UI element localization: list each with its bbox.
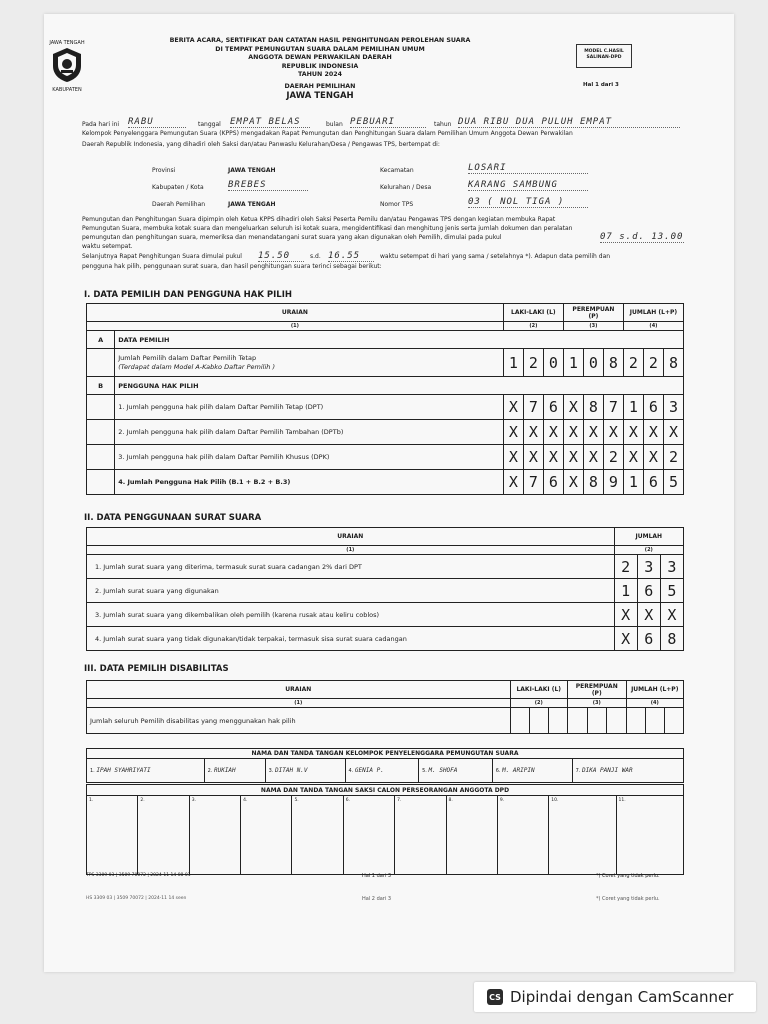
table-row (87, 708, 684, 734)
kpps-name: DITAH N.V (275, 767, 308, 774)
kecamatan-value: LOSARI (468, 163, 588, 174)
kpps-signature (204, 759, 265, 783)
digit-cell: 6 (643, 470, 663, 495)
digit-cell: X (523, 445, 543, 470)
digit-cell: 8 (583, 395, 603, 420)
kpps-name: M. SHOFA (428, 767, 458, 774)
saksi-slot: 6. (343, 796, 394, 875)
footer-page-2: Hal 2 dari 3 (362, 896, 392, 902)
col-num-2: (2) (510, 699, 567, 708)
digit-cell: X (503, 420, 523, 445)
table-row (87, 445, 684, 470)
page-indicator: Hal 1 dari 3 (583, 82, 619, 88)
table-row (87, 420, 684, 445)
digit-cell: 2 (603, 445, 623, 470)
kpps-title: NAMA DAN TANDA TANGAN KELOMPOK PENYELENGGARA PEMUNGUTAN SUARA (87, 749, 684, 759)
digit-cell: X (523, 420, 543, 445)
kpps-signature (265, 759, 345, 783)
provinsi-label: Provinsi (152, 167, 176, 174)
col-num-1: (1) (87, 322, 504, 331)
table-row (87, 579, 684, 603)
digit-cell: 8 (603, 349, 623, 377)
digit-cell: 1 (563, 349, 583, 377)
saksi-slot: 8. (446, 796, 497, 875)
paragraph-line-5b: waktu setempat di hari yang sama / setelahnya *). Adapun data pemilih dan (380, 253, 611, 260)
digit-cell: 1 (623, 395, 643, 420)
col-num-4: (4) (626, 699, 683, 708)
saksi-slot: 9. (497, 796, 548, 875)
table-row (87, 395, 684, 420)
col-num-4: (4) (623, 322, 683, 331)
row-label: 2. Jumlah pengguna hak pilih dalam Daftar Pemilih Tambahan (DPTb) (115, 420, 504, 445)
title-line-5: TAHUN 2024 (297, 71, 343, 79)
kelurahan-value: KARANG SAMBUNG (468, 180, 588, 191)
dpt-label: Jumlah Pemilih dalam Daftar Pemilih Tetap (118, 353, 257, 362)
footer-code-2: HS 3309 03 | 3509 70072 | 2024-11 14 seen (86, 896, 187, 901)
digit-cell (529, 708, 548, 734)
paragraph-line-2: Pemungutan Suara, membuka kotak suara dan mengeluarkan seluruh isi kotak suara, mengidentifikasi dan menghitung jenis serta jumlah dokumen dan peralatan (82, 225, 573, 232)
kpps-signature (345, 759, 419, 783)
intro-line-2: Kelompok Penyelenggara Pemungutan Suara (KPPS) mengadakan Rapat Pemungutan dan Penghitungan Suara dalam Pemilihan Umum Anggota Dewan Perwakilan (82, 130, 573, 137)
table-row (87, 555, 684, 579)
digit-cell: 5 (660, 579, 683, 603)
kpps-name: GENIA P. (354, 767, 384, 774)
digit-cell: X (503, 445, 523, 470)
tanggal-label: tanggal (198, 121, 221, 128)
row-label: 3. Jumlah pengguna hak pilih dalam Daftar Pemilih Khusus (DPK) (115, 445, 504, 470)
kpps-signature-table (86, 748, 684, 783)
col-laki: LAKI-LAKI (L) (503, 304, 563, 322)
digit-cell: 2 (623, 349, 643, 377)
digit-cell: X (563, 395, 583, 420)
kpps-number: 2. (207, 768, 213, 774)
tahun-label: tahun (434, 121, 452, 128)
col-num-3: (3) (563, 322, 623, 331)
dapil-value: JAWA TENGAH (228, 201, 276, 208)
ballot-usage-table (86, 527, 684, 651)
tps-label: Nomor TPS (380, 201, 414, 208)
digit-cell: 6 (637, 627, 660, 651)
kpps-number: 5. (422, 768, 427, 774)
digit-cell: 3 (637, 555, 660, 579)
digit-cell: 3 (663, 395, 683, 420)
kpps-name: IPAH SYAHRIYATI (96, 767, 151, 774)
digit-cell: X (663, 420, 683, 445)
saksi-slot: 5. (292, 796, 343, 875)
table-row (87, 470, 684, 495)
saksi-slot: 11. (616, 796, 684, 875)
kpps-signature (572, 759, 683, 783)
digit-cell: 0 (543, 349, 563, 377)
digit-cell: 2 (643, 349, 663, 377)
digit-cell: 5 (663, 470, 683, 495)
row-label: 3. Jumlah surat suara yang dikembalikan oleh pemilih (karena rusak atau keliru coblos) (87, 603, 615, 627)
kpps-name: DIKA PANJI WAR (581, 767, 633, 774)
paragraph-line-1: Pemungutan dan Penghitungan Suara dipimpin oleh Ketua KPPS dihadiri oleh Saksi Peserta Pemilu dan/atau Pengawas TPS dengan kegiatan membuka Rapat (82, 216, 556, 223)
footer-page: Hal 1 dari 3 (362, 873, 392, 879)
kecamatan-label: Kecamatan (380, 167, 414, 174)
title-line-2: DI TEMPAT PEMUNGUTAN SUARA DALAM PEMILIHAN UMUM (215, 45, 425, 53)
count-end-time: 16.55 (328, 251, 374, 262)
col-num-1: (1) (87, 546, 615, 555)
saksi-slot: 4. (241, 796, 292, 875)
document-title (120, 37, 520, 100)
voter-data-table (86, 303, 684, 495)
logo-caption-top: JAWA TENGAH (49, 40, 85, 46)
digit-cell: X (543, 445, 563, 470)
saksi-slot: 2. (138, 796, 189, 875)
section-3-title: III. DATA PEMILIH DISABILITAS (84, 664, 229, 674)
section-2-title: II. DATA PENGGUNAAN SURAT SUARA (84, 513, 262, 523)
col-num-2: (2) (503, 322, 563, 331)
model-code-line-2: SALINAN-DPD (586, 55, 622, 60)
tps-value: 03 ( NOL TIGA ) (468, 197, 588, 208)
digit-cell: 6 (543, 470, 563, 495)
digit-cell: 6 (543, 395, 563, 420)
digit-cell: 1 (503, 349, 523, 377)
camscanner-watermark (474, 982, 756, 1012)
digit-cell: 9 (603, 470, 623, 495)
digit-cell: 0 (583, 349, 603, 377)
paragraph-line-6: pengguna hak pilih, penggunaan surat suara, dan hasil penghitungan suara terinci sebagai berikut: (82, 263, 382, 270)
kpps-number: 6. (495, 768, 501, 774)
kpps-signature (87, 759, 205, 783)
digit-cell (607, 708, 627, 734)
logo-caption-bottom: KABUPATEN (52, 87, 82, 93)
digit-cell (587, 708, 607, 734)
col-laki: LAKI-LAKI (L) (510, 681, 567, 699)
digit-cell: X (637, 603, 660, 627)
col-jumlah: JUMLAH (614, 528, 683, 546)
col-uraian: URAIAN (87, 304, 504, 322)
digit-cell: 7 (603, 395, 623, 420)
kpps-number: 7. (575, 768, 581, 774)
digit-cell (510, 708, 529, 734)
bulan-label: bulan (326, 121, 343, 128)
digit-cell: X (563, 445, 583, 470)
paragraph-line-5a: Selanjutnya Rapat Penghitungan Suara dimulai pukul (82, 253, 242, 260)
digit-cell: 6 (637, 579, 660, 603)
row-label: 1. Jumlah surat suara yang diterima, termasuk surat suara cadangan 2% dari DPT (87, 555, 615, 579)
kpps-name: M. ARIPIN (502, 767, 535, 774)
dapil-label: Daerah Pemilihan (152, 201, 206, 208)
digit-cell: X (623, 420, 643, 445)
model-code-line-1: MODEL C.HASIL (584, 49, 624, 54)
row-label: Jumlah seluruh Pemilih disabilitas yang menggunakan hak pilih (87, 708, 511, 734)
table-row (87, 603, 684, 627)
intro-line-3: Daerah Republik Indonesia, yang dihadiri oleh Saksi dan/atau Panwaslu Kelurahan/Desa / Pengawas TPS, bertempat di: (82, 141, 440, 148)
digit-cell: X (603, 420, 623, 445)
section-1-title: I. DATA PEMILIH DAN PENGGUNA HAK PILIH (84, 290, 292, 300)
section-a-label: A (87, 331, 115, 349)
col-jumlah: JUMLAH (L+P) (626, 681, 683, 699)
digit-cell: 2 (663, 445, 683, 470)
title-line-4: REPUBLIK INDONESIA (281, 62, 359, 70)
digit-cell: 1 (623, 470, 643, 495)
digit-cell (645, 708, 664, 734)
digit-cell: 8 (663, 349, 683, 377)
title-line-1: BERITA ACARA, SERTIFIKAT DAN CATATAN HASIL PENGHITUNGAN PEROLEHAN SUARA (169, 37, 471, 44)
saksi-slot: 7. (395, 796, 446, 875)
footer-code: TPS 3309 03 | 3509 70072 | 2024-11 14 08 01 (86, 873, 191, 878)
digit-cell: X (503, 470, 523, 495)
digit-cell: X (660, 603, 683, 627)
digit-cell: X (623, 445, 643, 470)
col-num-1: (1) (87, 699, 511, 708)
digit-cell: X (643, 420, 663, 445)
bulan-value: PEBUARI (350, 117, 426, 128)
paragraph-line-3: pemungutan dan penghitungan suara, memeriksa dan menandatangani surat suara yang akan digunakan oleh Pemilih, dimulai pada pukul (82, 234, 502, 241)
digit-cell: X (583, 420, 603, 445)
footer-note-2: *) Coret yang tidak perlu. (596, 896, 660, 902)
digit-cell: X (503, 395, 523, 420)
row-label: 4. Jumlah surat suara yang tidak digunakan/tidak terpakai, termasuk sisa surat suara cadangan (87, 627, 615, 651)
kpu-logo-icon (50, 46, 84, 84)
col-jumlah: JUMLAH (L+P) (623, 304, 683, 322)
kpps-number: 3. (268, 768, 274, 774)
digit-cell: X (614, 603, 637, 627)
digit-cell: X (563, 470, 583, 495)
digit-cell: 8 (660, 627, 683, 651)
hari-label: Pada hari ini (82, 121, 120, 128)
col-num-2: (2) (614, 546, 683, 555)
digit-cell: 7 (523, 470, 543, 495)
camscanner-logo-icon: CS (487, 989, 503, 1005)
table-row (87, 627, 684, 651)
count-start-time: 15.50 (258, 251, 304, 262)
digit-cell: 8 (583, 470, 603, 495)
row-label: 4. Jumlah Pengguna Hak Pilih (B.1 + B.2 + B.3) (115, 470, 504, 495)
kelurahan-label: Kelurahan / Desa (380, 184, 432, 191)
col-perempuan: PEREMPUAN (P) (563, 304, 623, 322)
model-code-box (576, 44, 632, 68)
col-uraian: URAIAN (87, 528, 615, 546)
digit-cell (548, 708, 567, 734)
digit-cell (664, 708, 683, 734)
digit-cell: 2 (614, 555, 637, 579)
digit-cell (567, 708, 587, 734)
digit-cell: X (614, 627, 637, 651)
daerah-label: DAERAH PEMILIHAN (284, 82, 356, 90)
dpt-sublabel: (Terdapat dalam Model A-Kabko Daftar Pemilih ) (118, 362, 276, 371)
saksi-slot: 1. (87, 796, 138, 875)
digit-cell: 6 (643, 395, 663, 420)
kpps-number: 4. (348, 768, 354, 774)
section-b-label: B (87, 377, 115, 395)
col-uraian: URAIAN (87, 681, 511, 699)
kabupaten-value: BREBES (228, 180, 308, 191)
tahun-value: DUA RIBU DUA PULUH EMPAT (458, 117, 680, 128)
camscanner-text: Dipindai dengan CamScanner (510, 988, 734, 1006)
saksi-signature-table (86, 784, 684, 875)
digit-cell: X (643, 445, 663, 470)
digit-cell: 7 (523, 395, 543, 420)
tanggal-value: EMPAT BELAS (230, 117, 310, 128)
digit-cell: X (583, 445, 603, 470)
saksi-slot: 3. (189, 796, 240, 875)
kpps-name: RUKIAH (213, 767, 236, 774)
title-line-3: ANGGOTA DEWAN PERWAKILAN DAERAH (248, 54, 392, 62)
disability-table (86, 680, 684, 734)
row-label: 2. Jumlah surat suara yang digunakan (87, 579, 615, 603)
provinsi-value: JAWA TENGAH (228, 167, 276, 174)
saksi-title: NAMA DAN TANDA TANGAN SAKSI CALON PERSEORANGAN ANGGOTA DPD (87, 785, 684, 796)
paragraph-line-4: waktu setempat. (82, 243, 133, 250)
footer-note: *) Coret yang tidak perlu. (596, 873, 660, 879)
saksi-slot: 10. (549, 796, 616, 875)
daerah-value: JAWA TENGAH (286, 90, 354, 101)
digit-cell: 2 (523, 349, 543, 377)
section-a-title: DATA PEMILIH (115, 331, 684, 349)
row-label: 1. Jumlah pengguna hak pilih dalam Daftar Pemilih Tetap (DPT) (115, 395, 504, 420)
kabupaten-label: Kabupaten / Kota (152, 184, 204, 191)
hari-value: RABU (128, 117, 186, 128)
digit-cell (626, 708, 645, 734)
kpps-signature (419, 759, 493, 783)
section-b-title: PENGGUNA HAK PILIH (115, 377, 684, 395)
digit-cell: 1 (614, 579, 637, 603)
paragraph-time-range: 07 s.d. 13.00 (600, 232, 684, 242)
digit-cell: X (563, 420, 583, 445)
digit-cell: X (543, 420, 563, 445)
kpps-number: 1. (90, 768, 95, 774)
kpps-signature (492, 759, 572, 783)
col-perempuan: PEREMPUAN (P) (567, 681, 626, 699)
digit-cell: 3 (660, 555, 683, 579)
sd-label: s.d. (310, 253, 321, 260)
col-num-3: (3) (567, 699, 626, 708)
dpt-total-row (87, 349, 684, 377)
